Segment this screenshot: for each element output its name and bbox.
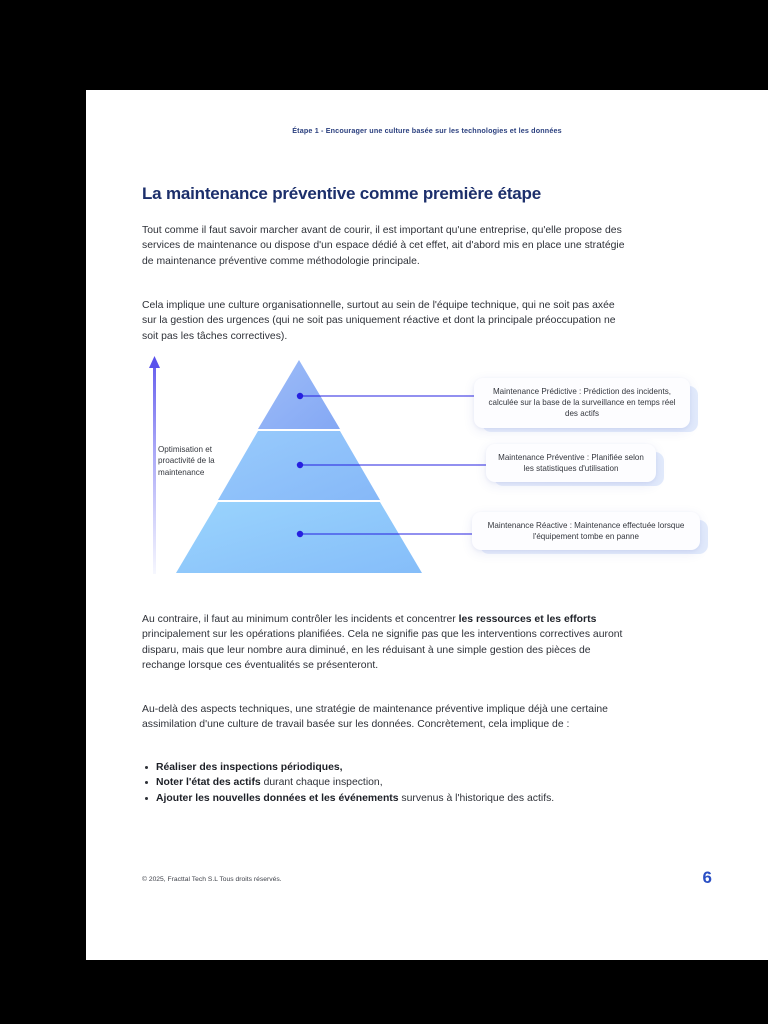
paragraph-intro: Tout comme il faut savoir marcher avant de courir, il est important qu'une entreprise, qu'elle propose des services de maintenance ou dispose d'un espace dédié à cet effet, ait d'abord mis en place une stratégie de maintenance préventive comme méthodologie principale. — [142, 225, 625, 267]
list-item — [142, 791, 634, 806]
list-item-emphasis: Noter l'état des actifs — [156, 777, 261, 789]
connector-dot-reactive — [297, 531, 303, 537]
paragraph-resources — [142, 612, 634, 673]
pyramid-tier-reactive — [176, 502, 422, 573]
list-item-emphasis: Réaliser des inspections périodiques, — [156, 762, 343, 773]
axis-label-optimisation: Optimisation et proactivité de la maintenance — [158, 445, 215, 477]
callout-reactive: Maintenance Réactive : Maintenance effectuée lorsque l'équipement tombe en panne — [472, 512, 700, 550]
list-item-emphasis: Ajouter les nouvelles données et les événements — [156, 792, 399, 804]
document-page — [86, 90, 768, 960]
connector-dot-preventive — [297, 462, 303, 468]
running-header: Étape 1 - Encourager une culture basée sur les technologies et les données — [292, 126, 562, 135]
paragraph-data-culture: Au-delà des aspects techniques, une stratégie de maintenance préventive implique déjà une certaine assimilation d'une culture de travail basée sur les données. Concrètement, cela implique de : — [142, 704, 608, 731]
footer-page-number: 6 — [702, 868, 712, 887]
paragraph-resources-emphasis: les ressources et les efforts — [458, 614, 597, 625]
callout-preventive: Maintenance Préventive : Planifiée selon les statistiques d'utilisation — [486, 444, 656, 482]
list-item-rest: durant chaque inspection, — [260, 777, 383, 789]
paragraph-resources-part1: Au contraire, il faut au minimum contrôler les incidents et concentrer — [142, 614, 459, 625]
action-list — [142, 760, 634, 806]
callout-predictive: Maintenance Prédictive : Prédiction des incidents, calculée sur la base de la surveillance en temps réel des actifs — [474, 378, 690, 428]
optimisation-arrow-head — [149, 356, 160, 368]
page-title: La maintenance préventive comme première étape — [142, 184, 541, 203]
connector-dot-predictive — [297, 393, 303, 399]
list-item — [142, 775, 634, 790]
maintenance-pyramid-diagram — [142, 352, 702, 592]
list-item-rest: survenus à l'historique des actifs. — [398, 792, 555, 804]
footer-copyright: © 2025, Fracttal Tech S.L Tous droits réservés. — [142, 876, 282, 883]
paragraph-culture: Cela implique une culture organisationnelle, surtout au sein de l'équipe technique, qui ne soit pas axée sur la gestion des urgences (qui ne soit pas uniquement réactive et dont la principale préoccupation ne soit pas les tâches correctives). — [142, 300, 616, 342]
paragraph-resources-part2: principalement sur les opérations planifiées. Cela ne signifie pas que les interventions correctives auront disparu, mais que leur nombre aura diminué, en les réduisant à une simple gestion des pièces de rechange lorsque ces éventualités se présenteront. — [142, 629, 623, 671]
list-item — [142, 760, 634, 775]
optimisation-arrow-shaft — [153, 366, 156, 574]
